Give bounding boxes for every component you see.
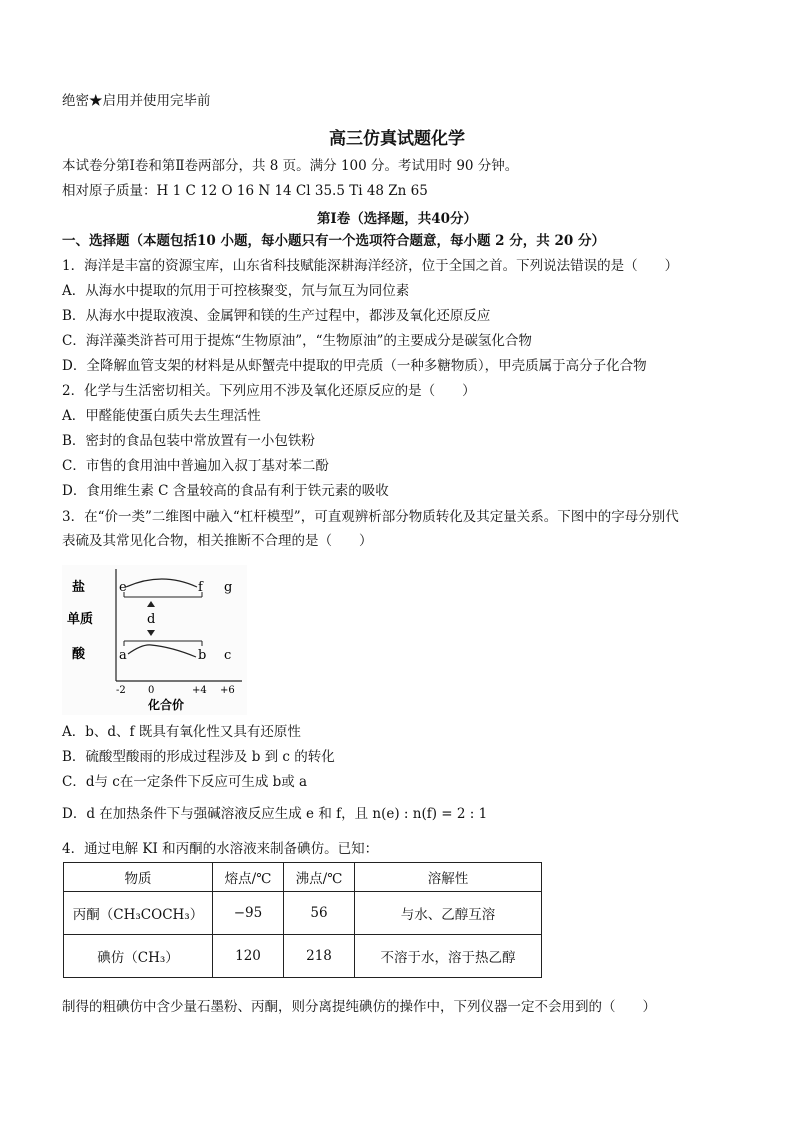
row-label-acid: 酸 xyxy=(72,647,86,662)
letter-e: e xyxy=(119,580,127,595)
x-axis-label: 化合价 xyxy=(148,698,185,712)
q2-option-a: A．甲醛能使蛋白质失去生理活性 xyxy=(62,408,261,424)
section-title: 第Ⅰ卷（选择题，共40分） xyxy=(316,211,478,227)
intro-line-1: 本试卷分第Ⅰ卷和第Ⅱ卷两部分，共 8 页。满分 100 分。考试用时 90 分钟。 xyxy=(62,158,519,174)
table-header: 沸点/℃ xyxy=(284,863,355,892)
q4-stem: 4．通过电解 KI 和丙酮的水溶液来制备碘仿。已知： xyxy=(62,841,379,857)
table-row xyxy=(64,935,542,978)
table-cell: −95 xyxy=(213,892,284,935)
table-cell: 218 xyxy=(284,935,355,978)
tick-label: +6 xyxy=(220,685,235,696)
letter-a: a xyxy=(119,648,127,663)
q1-option-d: D．全降解血管支架的材料是从虾蟹壳中提取的甲壳质（一种多糖物质），甲壳质属于高分子化合物 xyxy=(62,358,647,374)
row-label-salt: 盐 xyxy=(72,580,86,595)
tick-label: +4 xyxy=(192,685,207,696)
tick-label: 0 xyxy=(148,685,155,696)
tick-label: -2 xyxy=(116,685,126,696)
q3-option-b: B．硫酸型酸雨的形成过程涉及 b 到 c 的转化 xyxy=(62,749,335,765)
table-cell: 与水、乙醇互溶 xyxy=(355,892,542,935)
table-cell: 丙酮（CH₃COCH₃） xyxy=(64,892,213,935)
q1-option-b: B．从海水中提取液溴、金属钾和镁的生产过程中，都涉及氧化还原反应 xyxy=(62,308,491,324)
letter-g: g xyxy=(224,580,233,595)
table-header: 溶解性 xyxy=(355,863,542,892)
table-header-row xyxy=(64,863,542,892)
intro-line-2: 相对原子质量：H 1 C 12 O 16 N 14 Cl 35.5 Ti 48 Zn 65 xyxy=(62,183,428,199)
properties-table xyxy=(63,862,542,978)
q2-option-b: B．密封的食品包装中常放置有一小包铁粉 xyxy=(62,433,315,449)
confidential-notice: 绝密★启用并使用完毕前 xyxy=(62,93,211,109)
q3-stem-line-2: 表硫及其常见化合物，相关推断不合理的是（ ） xyxy=(62,533,373,549)
letter-d: d xyxy=(147,612,156,627)
table-row xyxy=(64,892,542,935)
q3-option-d: D．d 在加热条件下与强碱溶液反应生成 e 和 f，且 n(e) : n(f) = 2 : 1 xyxy=(62,806,488,822)
table-cell: 碘仿（CH₃） xyxy=(64,935,213,978)
letter-c: c xyxy=(224,648,232,663)
q2-option-d: D．食用维生素 C 含量较高的食品有利于铁元素的吸收 xyxy=(62,483,389,499)
page-title: 高三仿真试题化学 xyxy=(329,129,465,149)
q3-option-a: A．b、d、f 既具有氧化性又具有还原性 xyxy=(62,724,301,740)
letter-f: f xyxy=(198,580,203,595)
q1-stem: 1．海洋是丰富的资源宝库，山东省科技赋能深耕海洋经济，位于全国之首。下列说法错误的是（ ） xyxy=(62,258,679,274)
q3-stem-line-1: 3．在“价一类”二维图中融入“杠杆模型”，可直观辨析部分物质转化及其定量关系。下图中的字母分别代 xyxy=(62,509,679,525)
q1-option-a: A．从海水中提取的氘用于可控核聚变，氘与氚互为同位素 xyxy=(62,283,410,299)
q2-stem: 2．化学与生活密切相关。下列应用不涉及氧化还原反应的是（ ） xyxy=(62,383,476,399)
row-label-element: 单质 xyxy=(67,612,94,627)
letter-b: b xyxy=(198,648,207,663)
table-header: 熔点/℃ xyxy=(213,863,284,892)
section-heading: 一、选择题（本题包括10 小题，每小题只有一个选项符合题意，每小题 2 分，共 20 分） xyxy=(62,233,605,249)
table-header: 物质 xyxy=(64,863,213,892)
q4-followup: 制得的粗碘仿中含少量石墨粉、丙酮，则分离提纯碘仿的操作中，下列仪器一定不会用到的（ ） xyxy=(62,999,656,1015)
valence-class-diagram xyxy=(62,565,247,715)
q3-option-c: C．d与 c在一定条件下反应可生成 b或 a xyxy=(62,774,308,790)
q1-option-c: C．海洋藻类浒苔可用于提炼“生物原油”，“生物原油”的主要成分是碳氢化合物 xyxy=(62,333,532,349)
table-cell: 不溶于水，溶于热乙醇 xyxy=(355,935,542,978)
table-cell: 120 xyxy=(213,935,284,978)
q2-option-c: C．市售的食用油中普遍加入叔丁基对苯二酚 xyxy=(62,458,329,474)
table-cell: 56 xyxy=(284,892,355,935)
